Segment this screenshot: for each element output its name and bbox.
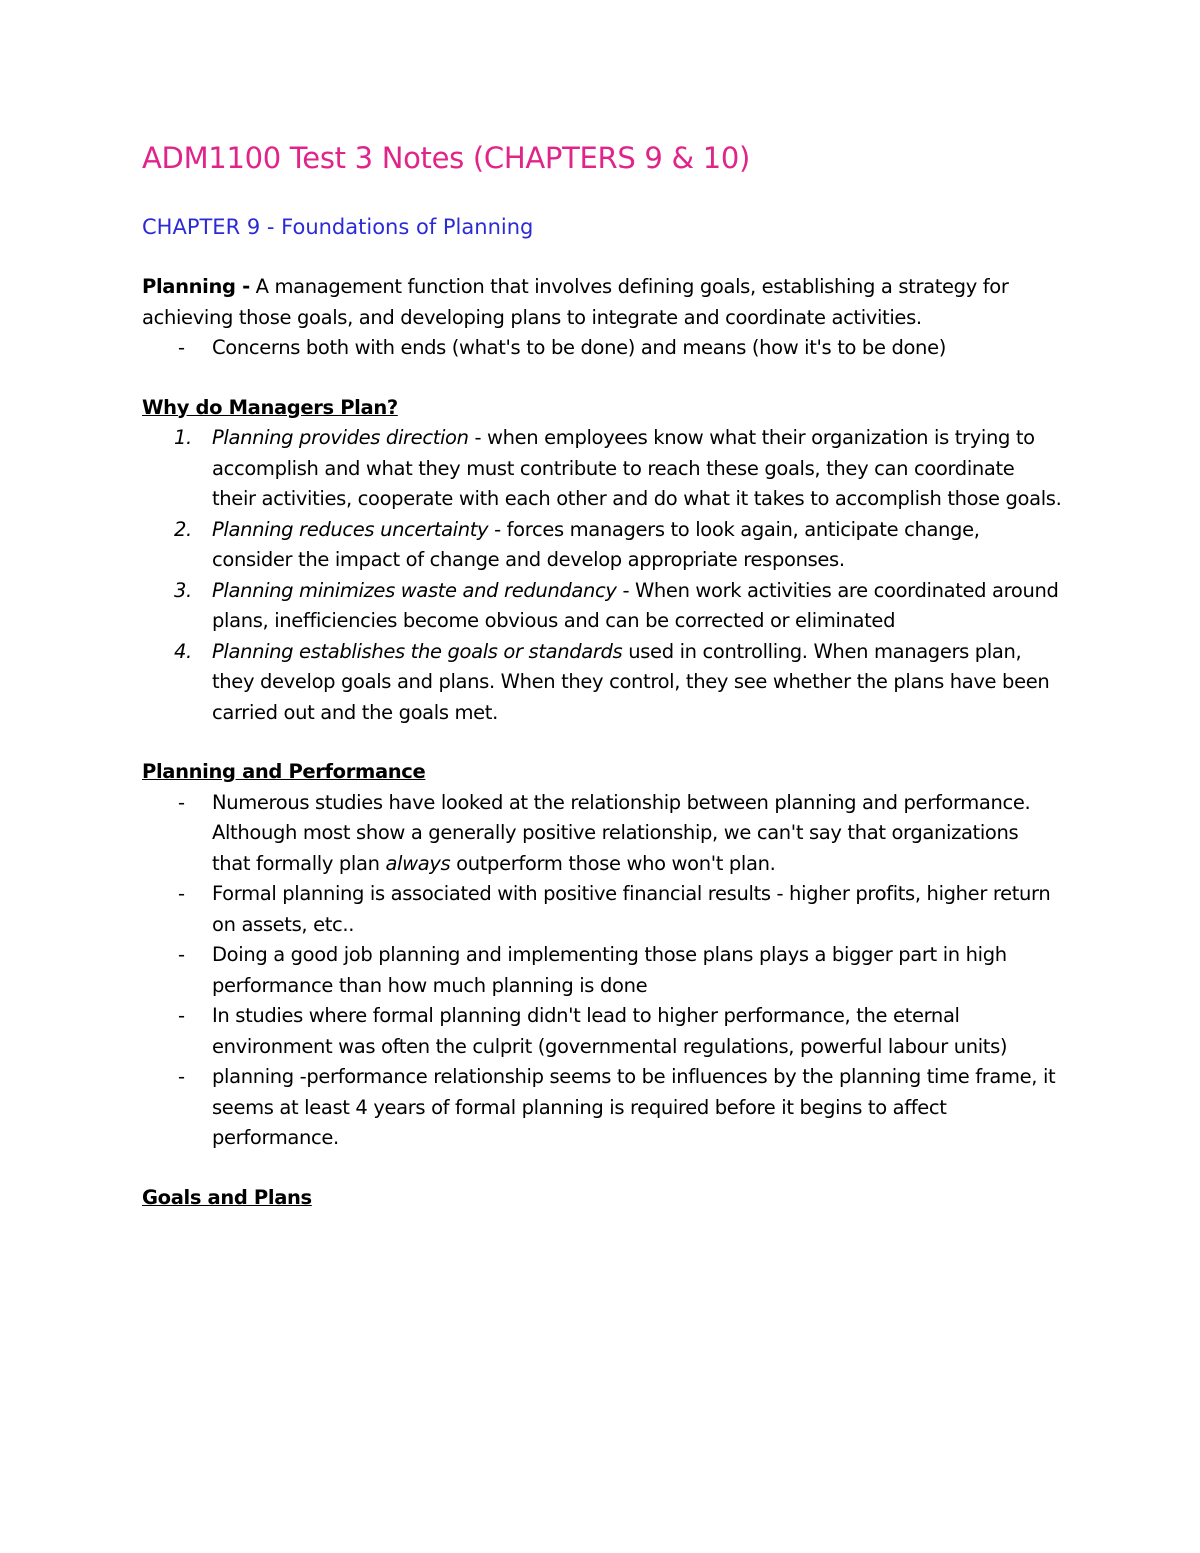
list-item <box>142 576 1062 637</box>
emphasis-text: always <box>385 851 451 875</box>
list-item <box>142 1062 1062 1154</box>
dash-marker: - <box>178 882 185 905</box>
dash-marker: - <box>178 1004 185 1027</box>
section-heading-performance: Planning and Performance <box>142 760 426 783</box>
list-item-text: - forces managers to look again, anticipate change, consider the impact of change and develop appropriate responses. <box>212 517 980 571</box>
planning-definition-text: A management function that involves defining goals, establishing a strategy for achieving those goals, and developing plans to integrate and coordinate activities. <box>142 275 1009 329</box>
chapter-heading: CHAPTER 9 - Foundations of Planning <box>142 215 534 239</box>
list-item-text: Formal planning is associated with positive financial results - higher profits, higher return on assets, etc.. <box>212 882 1051 936</box>
list-number: 4. <box>174 639 192 663</box>
list-item <box>142 788 1062 880</box>
document-title: ADM1100 Test 3 Notes (CHAPTERS 9 & 10) <box>142 141 751 175</box>
dash-marker: - <box>178 1065 185 1088</box>
dash-marker: - <box>178 943 185 966</box>
why-plan-list <box>142 423 1062 728</box>
document-page <box>142 138 1062 1213</box>
list-item-text: Doing a good job planning and implementing those plans plays a bigger part in high performance than how much planning is done <box>212 943 1007 997</box>
list-item-term: Planning provides direction <box>212 426 469 449</box>
performance-list <box>142 788 1062 1154</box>
list-item <box>142 515 1062 576</box>
list-item <box>142 940 1062 1001</box>
list-number: 2. <box>174 517 192 541</box>
dash-marker: - <box>178 790 185 814</box>
list-item-term: Planning minimizes waste and redundancy <box>212 578 617 602</box>
list-item <box>142 423 1062 515</box>
list-item-text: Concerns both with ends (what's to be done) and means (how it's to be done) <box>212 336 946 359</box>
list-item <box>142 879 1062 940</box>
list-item <box>142 333 1062 364</box>
list-item <box>142 1001 1062 1062</box>
list-item-text: used in controlling. When managers plan, they develop goals and plans. When they control, they see whether the plans have been carried out and the goals met. <box>212 639 1050 724</box>
list-item-text: - When work activities are coordinated around plans, inefficiencies become obvious and can be corrected or eliminated <box>212 578 1059 632</box>
list-item-term: Planning establishes the goals or standards <box>212 639 623 663</box>
planning-term: Planning - <box>142 275 250 298</box>
list-item <box>142 637 1062 729</box>
list-item-text: In studies where formal planning didn't lead to higher performance, the eternal environment was often the culprit (governmental regulations, powerful labour units) <box>212 1004 1008 1058</box>
list-number: 1. <box>174 426 192 449</box>
section-heading-why-plan: Why do Managers Plan? <box>142 395 398 419</box>
list-item-text: Numerous studies have looked at the relationship between planning and performance. Although most show a generally positive relationship, we can't say that organizations that formally plan <box>212 790 1031 875</box>
planning-definition <box>142 272 1062 333</box>
list-item-text: - when employees know what their organization is trying to accomplish and what they must contribute to reach these goals, they can coordinate their activities, cooperate with each other and do what it takes to accomplish those goals. <box>212 426 1062 510</box>
planning-bullet-list <box>142 333 1062 364</box>
list-item-text: outperform those who won't plan. <box>450 851 776 875</box>
dash-marker: - <box>178 336 185 359</box>
section-heading-goals: Goals and Plans <box>142 1185 312 1209</box>
list-number: 3. <box>174 578 192 602</box>
list-item-text: planning -performance relationship seems to be influences by the planning time frame, it seems at least 4 years of formal planning is required before it begins to affect performance. <box>212 1065 1056 1149</box>
list-item-term: Planning reduces uncertainty <box>212 517 489 541</box>
